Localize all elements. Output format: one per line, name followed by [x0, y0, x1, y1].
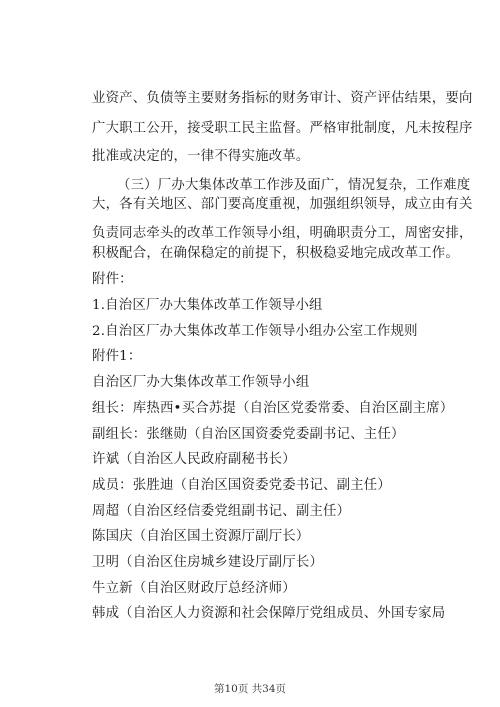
member-line: 韩成（自治区人力资源和社会保障厅党组成员、外国专家局 [92, 606, 446, 621]
member-line: 成员：张胜迪（自治区国资委党委书记、副主任） [92, 478, 391, 493]
paragraph-line: 批准或决定的，一律不得实施改革。 [92, 149, 310, 164]
member-line: 周超（自治区经信委党组副书记、副主任） [92, 504, 351, 519]
attachment-item: 1.自治区厂办大集体改革工作领导小组 [92, 298, 323, 313]
paragraph-line: 大，各有关地区、部门要高度重视，加强组织领导，成立由有关 [92, 197, 473, 212]
paragraph-line: 负责同志牵头的改革工作领导小组，明确职责分工，周密安排， [92, 226, 473, 241]
member-line: 组长：库热西•买合苏提（自治区党委常委、自治区副主席） [92, 401, 454, 416]
member-line: 副组长：张继勋（自治区国资委党委副书记、主任） [92, 427, 405, 442]
paragraph-line: 业资产、负债等主要财务指标的财务审计、资产评估结果，要向 [92, 91, 473, 106]
page-number: 第10页 共34页 [213, 683, 287, 695]
member-line: 牛立新（自治区财政厅总经济师） [92, 581, 296, 596]
group-title: 自治区厂办大集体改革工作领导小组 [92, 375, 310, 390]
member-line: 陈国庆（自治区国土资源厅副厅长） [92, 529, 310, 544]
attachments-heading: 附件： [92, 272, 133, 287]
paragraph-line: 广大职工公开，接受职工民主监督。严格审批制度，凡未按程序 [92, 121, 473, 136]
paragraph-line: （三）厂办大集体改革工作涉及面广，情况复杂，工作难度 [117, 178, 471, 193]
paragraph-line: 积极配合，在确保稳定的前提下，积极稳妥地完成改革工作。 [92, 246, 459, 261]
member-line: 许斌（自治区人民政府副秘书长） [92, 452, 296, 467]
member-line: 卫明（自治区住房城乡建设厅副厅长） [92, 555, 324, 570]
attachment-item: 2.自治区厂办大集体改革工作领导小组办公室工作规则 [92, 324, 418, 339]
attachment1-label: 附件1： [92, 349, 142, 364]
